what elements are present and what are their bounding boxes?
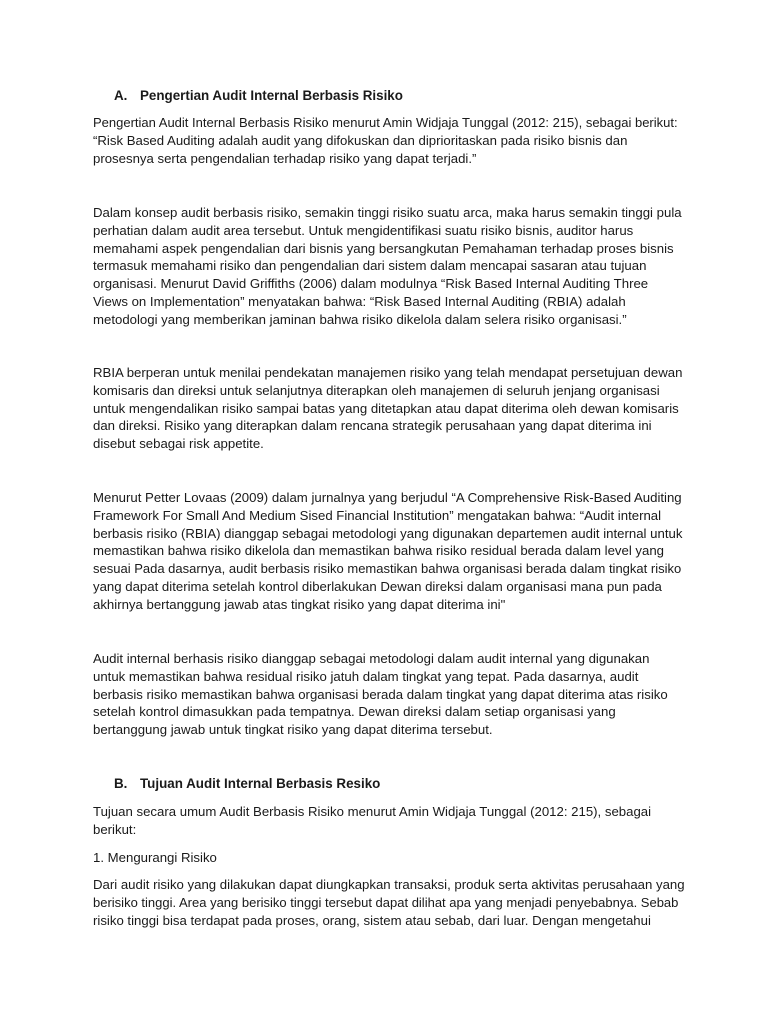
text-line: “Risk Based Auditing adalah audit yang difokuskan dan diprioritaskan pada risiko bisnis dan [93,132,628,148]
section-a-heading [114,88,403,103]
text-line: untuk memastikan bahwa residual risiko jatuh dalam tingkat yang tepat. Pada dasarnya, audit [93,668,639,684]
text-line: Tujuan secara umum Audit Berbasis Risiko menurut Amin Widjaja Tunggal (2012: 215), sebagai [93,804,652,819]
text-line: Pengertian Audit Internal Berbasis Risiko menurut Amin Widjaja Tunggal (2012: 215), sebagai berikut: [93,115,678,130]
text-line: berbasis risiko memastikan bahwa organisasi berada dalam tingkat yang dapat diterima atas risiko [93,686,668,702]
text-line: disebut sebagai risk appetite. [93,436,264,452]
text-line: Audit internal berhasis risiko dianggap sebagai metodologi dalam audit internal yang digunakan [93,651,650,666]
text-line: setelah kontrol dimasukkan pada tempatnya. Dewan direksi dalam setiap organisasi yang [93,704,616,720]
text-line: Menurut Petter Lovaas (2009) dalam jurnalnya yang berjudul “A Comprehensive Risk-Based Auditing [93,490,682,505]
text-line: termasuk memahami risiko dan pengendalian dari sistem dalam mencapai sasaran atau tujuan [93,258,647,274]
text-line: RBIA berperan untuk menilai pendekatan manajemen risiko yang telah mendapat persetujuan dewan [93,365,683,380]
section-a-title: Pengertian Audit Internal Berbasis Risiko [140,88,403,103]
text-line: Framework For Small And Medium Sised Financial Institution” mengatakan bahwa: “Audit internal [93,507,662,523]
text-line: risiko tinggi bisa terdapat pada proses, orang, sistem atau sebab, dari luar. Dengan mengetahui [93,912,651,928]
text-line: metodologi yang memberikan jaminan bahwa risiko dikelola dalam selera risiko organisasi.” [93,311,627,327]
text-line: perhatian dalam audit area tersebut. Untuk mengidentifikasi suatu risiko bisnis, auditor harus [93,222,634,238]
text-line: Dari audit risiko yang dilakukan dapat diungkapkan transaksi, produk serta aktivitas perusahaan yang [93,877,685,892]
text-line: berisiko tinggi. Area yang berisiko tinggi tersebut dapat dilihat apa yang menjadi penyebabnya. Sebab [93,894,679,910]
paragraph-b2 [93,876,683,929]
text-line: berikut: [93,821,137,837]
section-a-marker: A. [114,88,128,103]
section-b-heading [114,776,380,791]
text-line: komisaris dan direksi untuk selanjutnya diterapkan oleh manajemen di seluruh jenjang organisasi [93,382,660,398]
list-item-mengurangi-risiko [93,849,683,867]
paragraph-b1 [93,803,683,839]
text-line: berbasis risiko (RBIA) dianggap sebagai metodologi yang digunakan departemen audit internal untuk [93,525,683,541]
text-line: organisasi. Menurut David Griffiths (2006) dalam modulnya “Risk Based Internal Auditing Three [93,276,649,292]
text-line: bertanggung jawab untuk tingkat risiko yang dapat diterima tersebut. [93,722,493,738]
text-line: dan direksi. Risiko yang diterapkan dalam rencana strategik perusahaan yang dapat diterima ini [93,418,652,434]
paragraph-a2 [93,204,683,329]
text-line: sesuai Pada dasarnya, audit berbasis risiko memastikan bahwa organisasi berada dalam tingkat risiko [93,561,682,577]
text-line: Dalam konsep audit berbasis risiko, semakin tinggi risiko suatu arca, maka harus semakin tinggi pula [93,205,682,220]
text-line: memastikan bahwa risiko dikelola dan memastikan bahwa risiko residual berada dalam level yang [93,543,665,559]
text-line: 1. Mengurangi Risiko [93,850,217,865]
paragraph-a3 [93,364,683,453]
section-b-marker: B. [114,776,128,791]
text-line: untuk mengendalikan risiko sampai batas yang ditetapkan atau dapat diterima oleh dewan komisaris [93,400,679,416]
text-line: memahami aspek pengendalian dari bisnis yang bersangkutan Pemahaman terhadap proses bisnis [93,240,674,256]
paragraph-a4 [93,489,683,614]
section-b-title: Tujuan Audit Internal Berbasis Resiko [140,776,381,791]
paragraph-a5 [93,650,683,739]
text-line: yang dapat diterima setelah kontrol diberlakukan Dewan direksi dalam organisasi mana pun pada [93,578,662,594]
text-line: akhirnya bertanggung jawab atas tingkat risiko yang dapat diterima ini" [93,596,506,612]
text-line: Views on Implementation” menyatakan bahwa: “Risk Based Internal Auditing (RBIA) adalah [93,293,626,309]
text-line: prosesnya serta pengendalian terhadap risiko yang dapat terjadi.” [93,150,477,166]
paragraph-a1 [93,114,683,167]
